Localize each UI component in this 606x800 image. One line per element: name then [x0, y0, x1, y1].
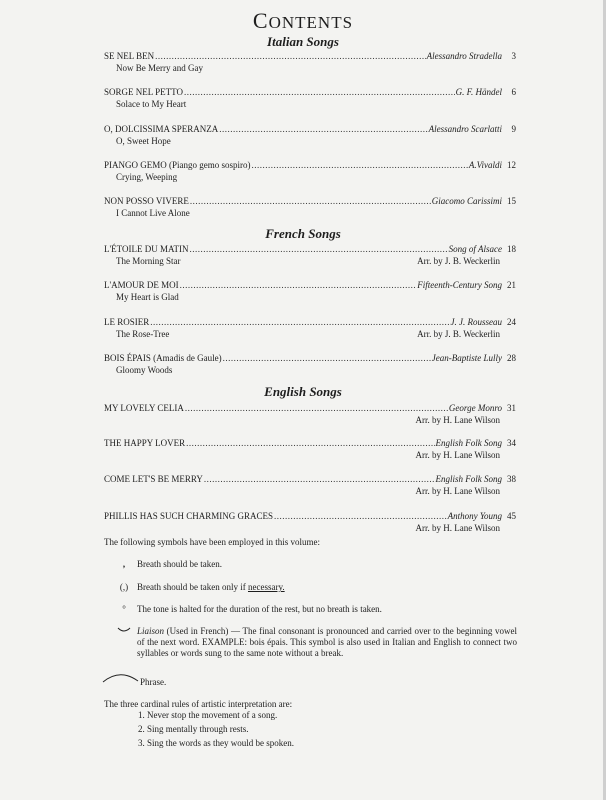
- toc-entry[interactable]: SE NEL BEN ..... Alessandro Stradella 3 Now Be Merry and Gay: [104, 50, 516, 74]
- rules-intro: The three cardinal rules of artistic interpretation are:: [104, 699, 293, 709]
- toc-entry[interactable]: THE HAPPY LOVER ..... English Folk Song 34 Arr. by H. Lane Wilson: [104, 437, 516, 461]
- optional-breath-text: Breath should be taken only if necessary.: [137, 582, 285, 592]
- rest-mark-icon: °: [122, 604, 126, 614]
- rule-item: 1. Never stop the movement of a song.: [138, 710, 278, 720]
- toc-entry[interactable]: L'AMOUR DE MOI ..... Fifteenth-Century Song 21 My Heart is Glad: [104, 279, 516, 303]
- toc-entry[interactable]: COME LET'S BE MERRY ..... English Folk Song 38 Arr. by H. Lane Wilson: [104, 473, 516, 497]
- toc-entry[interactable]: PHILLIS HAS SUCH CHARMING GRACES ..... Anthony Young 45 Arr. by H. Lane Wilson: [104, 510, 516, 534]
- section-english: English Songs: [264, 384, 342, 399]
- toc-entry[interactable]: BOIS ÉPAIS (Amadis de Gaule) ..... Jean-Baptiste Lully 28 Gloomy Woods: [104, 352, 516, 376]
- liaison-text: Liaison (Used in French) — The final consonant is pronounced and carried over to the beginning vowel of the next word. EXAMPLE: bois épais. This symbol is also used in Italian and English to connect two syllables or words sung to the same note without a break.: [137, 626, 518, 658]
- phrase-text: Phrase.: [140, 677, 167, 687]
- section-italian: Italian Songs: [267, 34, 339, 49]
- section-french: French Songs: [265, 226, 341, 241]
- toc-entry[interactable]: NON POSSO VIVERE ..... Giacomo Carissimi 15 I Cannot Live Alone: [104, 195, 516, 219]
- toc-entry[interactable]: LE ROSIER ..... J. J. Rousseau 24 The Rose-Tree Arr. by J. B. Weckerlin: [104, 316, 516, 340]
- rule-item: 2. Sing mentally through rests.: [138, 724, 249, 734]
- toc-entry[interactable]: PIANGO GEMO (Piango gemo sospiro) ..... A.Vivaldi 12 Crying, Weeping: [104, 159, 516, 183]
- toc-entry[interactable]: O, DOLCISSIMA SPERANZA ..... Alessandro Scarlatti 9 O, Sweet Hope: [104, 123, 516, 147]
- toc-entry[interactable]: L'ÉTOILE DU MATIN ..... Song of Alsace 18 The Morning Star Arr. by J. B. Weckerlin: [104, 243, 516, 267]
- optional-breath-mark-icon: (,): [119, 582, 129, 592]
- breath-text: Breath should be taken.: [137, 559, 222, 569]
- rest-text: The tone is halted for the duration of the rest, but no breath is taken.: [137, 604, 382, 614]
- symbols-intro: The following symbols have been employed in this volume:: [104, 537, 320, 547]
- rule-item: 3. Sing the words as they would be spoken.: [138, 738, 294, 748]
- phrase-icon: [102, 670, 140, 689]
- breath-mark-icon: ,: [122, 559, 126, 569]
- toc-entry[interactable]: MY LOVELY CELIA ..... George Monro 31 Arr. by H. Lane Wilson: [104, 402, 516, 426]
- toc-entry[interactable]: SORGE NEL PETTO ..... G. F. Händel 6 Solace to My Heart: [104, 86, 516, 110]
- page-title: CONTENTS: [252, 8, 354, 33]
- liaison-icon: [114, 626, 134, 636]
